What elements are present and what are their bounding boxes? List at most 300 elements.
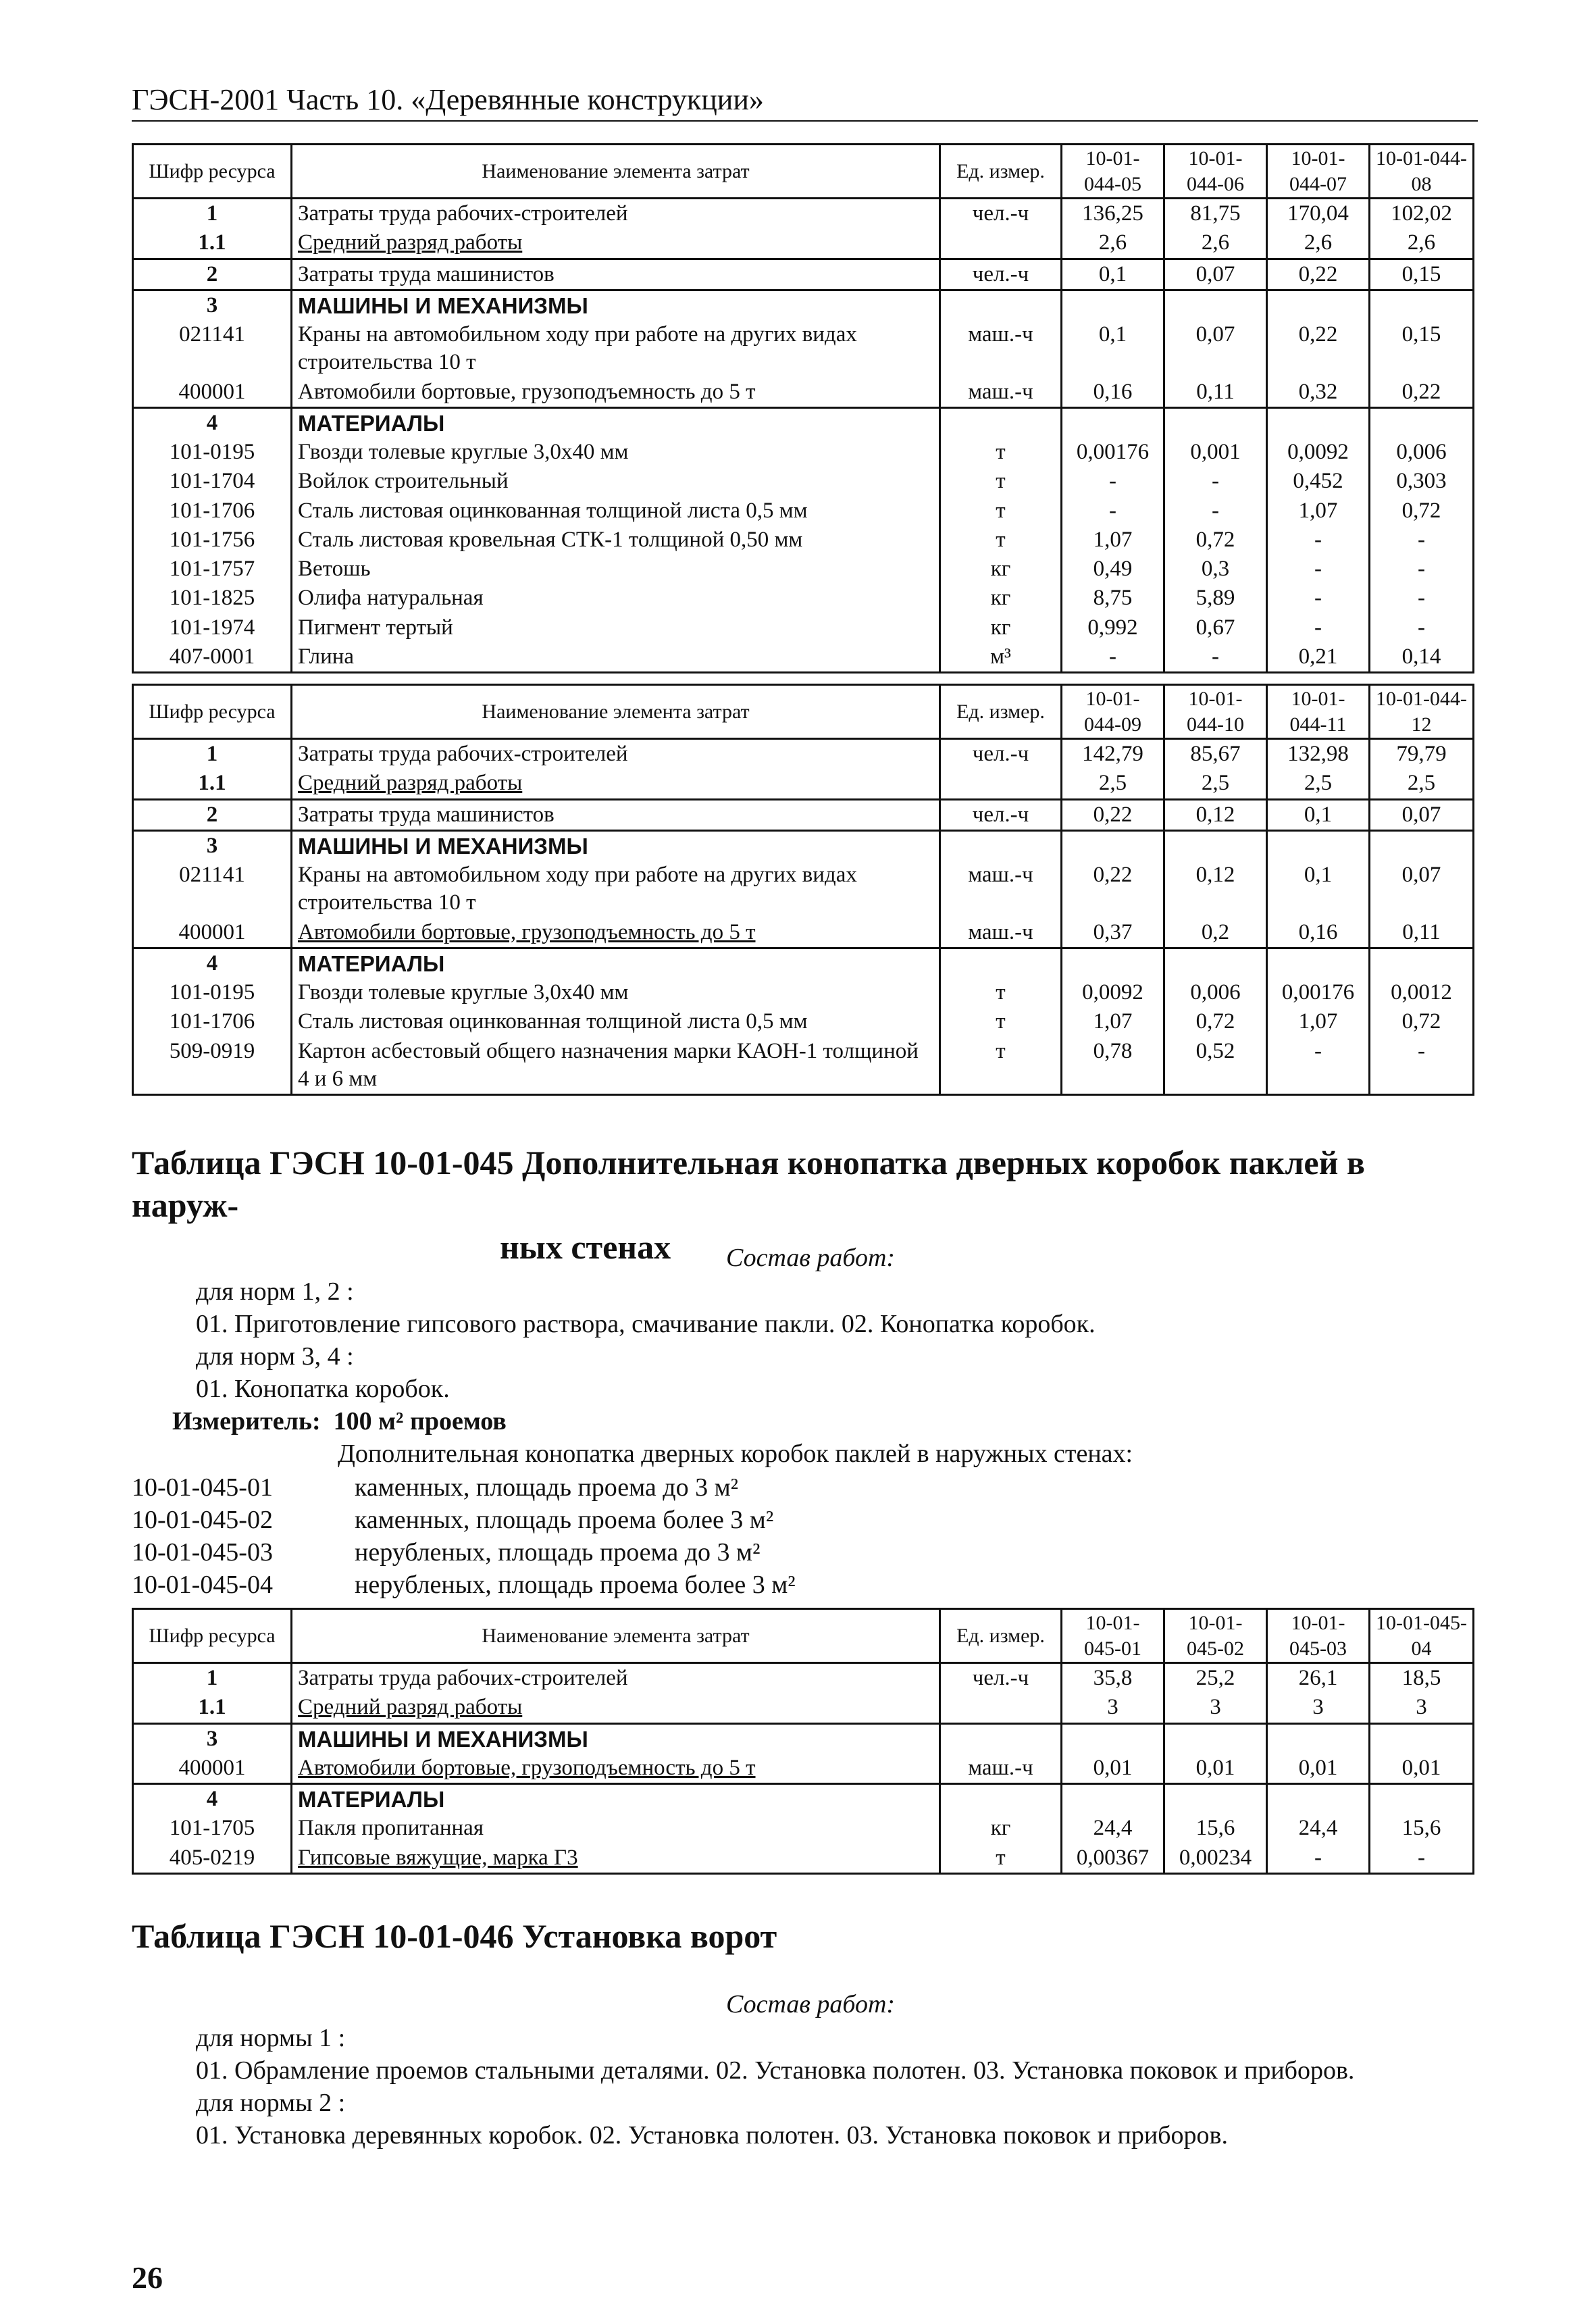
cell-value: 3 [1164,1693,1267,1723]
cell-value: 0,15 [1370,259,1474,290]
cell-code: 021141 [133,320,292,378]
cell-value [1062,407,1164,438]
cell-value: 0,2 [1164,918,1267,948]
cell-code: 101-1705 [133,1814,292,1843]
sostav-rabot-046: Состав работ: [726,1990,896,2018]
norm-code-text: каменных, площадь проема более 3 м² [355,1506,774,1534]
cell-name: Краны на автомобильном ходу при работе на других видах строительства 10 т [292,861,940,918]
cell-name: МАТЕРИАЛЫ [292,948,940,978]
cell-value: 0,00176 [1062,438,1164,467]
cell-unit: маш.-ч [940,918,1062,948]
table-row [133,290,1474,320]
cell-value: 0,14 [1370,642,1474,673]
column-header-code: Шифр ресурса [133,145,292,199]
cell-value: 0,07 [1370,861,1474,918]
table-row [133,407,1474,438]
cell-value: 0,12 [1164,799,1267,830]
cell-value: 0,00367 [1062,1844,1164,1874]
work-list-2: 01. Установка деревянных коробок. 02. Установка полотен. 03. Установка поковок и приборов. [196,2121,1228,2150]
cell-value [1370,830,1474,861]
cell-value [1164,948,1267,978]
cell-name: Сталь листовая оцинкованная толщиной листа 0,5 мм [292,1007,940,1036]
cell-value: 0,006 [1164,978,1267,1007]
cell-value: 0,07 [1370,799,1474,830]
cell-value: 0,16 [1062,378,1164,408]
norm-table-045 [132,1608,1474,1875]
cell-name: Гипсовые вяжущие, марка Г3 [292,1844,940,1874]
cell-value: 0,52 [1164,1037,1267,1095]
cell-unit [940,228,1062,259]
table-row [133,467,1474,496]
cell-value: 2,5 [1164,769,1267,799]
table-row [133,1814,1474,1843]
cell-name: МАТЕРИАЛЫ [292,1784,940,1814]
cell-value: 0,1 [1062,320,1164,378]
cell-value: - [1062,467,1164,496]
column-header-name: Наименование элемента затрат [292,685,940,739]
cell-value [1062,948,1164,978]
cell-value: 2,5 [1370,769,1474,799]
sostav-rabot-045: Состав работ: [726,1244,896,1272]
table-row [133,584,1474,613]
table-header-row [133,685,1474,739]
cell-value [1062,1723,1164,1754]
cell-name: Средний разряд работы [292,769,940,799]
cell-name: Затраты труда рабочих-строителей [292,739,940,769]
cell-value: 15,6 [1370,1814,1474,1843]
cell-unit: т [940,497,1062,526]
cell-value [1164,1784,1267,1814]
cell-code: 1.1 [133,769,292,799]
cell-value: 24,4 [1267,1814,1370,1843]
table-row [133,918,1474,948]
column-header-norm: 10-01-045-01 [1062,1609,1164,1663]
table-row [133,378,1474,408]
cell-value: 0,0092 [1062,978,1164,1007]
cell-name: Картон асбестовый общего назначения марки КАОН-1 толщиной 4 и 6 мм [292,1037,940,1095]
cell-name: МАШИНЫ И МЕХАНИЗМЫ [292,290,940,320]
cell-value [1267,1784,1370,1814]
cell-value: 26,1 [1267,1663,1370,1694]
table-row [133,1784,1474,1814]
table-row [133,1754,1474,1784]
cell-value [1164,290,1267,320]
cell-unit: кг [940,1814,1062,1843]
cell-value: 0,1 [1267,861,1370,918]
norm-group-3-4: для норм 3, 4 : [196,1342,354,1371]
cell-value: 0,22 [1267,320,1370,378]
norm-code-row [132,1471,796,1504]
cell-value: - [1267,1037,1370,1095]
cell-value: 2,5 [1267,769,1370,799]
column-header-norm: 10-01-045-02 [1164,1609,1267,1663]
table-row [133,1663,1474,1694]
cell-name: Сталь листовая кровельная СТК-1 толщиной 0,50 мм [292,526,940,555]
table-row [133,769,1474,799]
cell-value: 0,1 [1062,259,1164,290]
norm-code: 10-01-045-02 [132,1506,273,1534]
cell-value: 1,07 [1267,1007,1370,1036]
cell-code: 1 [133,1663,292,1694]
column-header-code: Шифр ресурса [133,685,292,739]
cell-value: 0,3 [1164,555,1267,584]
table-row [133,555,1474,584]
table-row [133,526,1474,555]
column-header-norm: 10-01-044-11 [1267,685,1370,739]
cell-name: Затраты труда машинистов [292,799,940,830]
cell-value: 0,72 [1370,497,1474,526]
cell-code: 101-1825 [133,584,292,613]
cell-value [1164,407,1267,438]
cell-value: - [1267,613,1370,642]
cell-code: 2 [133,259,292,290]
table-row [133,497,1474,526]
cell-value: 0,11 [1164,378,1267,408]
column-header-norm: 10-01-045-04 [1370,1609,1474,1663]
cell-value: 3 [1062,1693,1164,1723]
cell-value: - [1370,613,1474,642]
cell-code: 101-1706 [133,1007,292,1036]
cell-value: 0,001 [1164,438,1267,467]
table-row [133,613,1474,642]
cell-name: Затраты труда рабочих-строителей [292,199,940,229]
cell-value: 0,01 [1062,1754,1164,1784]
cell-value: 24,4 [1062,1814,1164,1843]
cell-unit: т [940,978,1062,1007]
cell-unit [940,1693,1062,1723]
cell-value [1267,948,1370,978]
cell-value: 35,8 [1062,1663,1164,1694]
cell-value: 81,75 [1164,199,1267,229]
cell-value: 0,22 [1062,861,1164,918]
cell-value: 15,6 [1164,1814,1267,1843]
cell-value [1370,1784,1474,1814]
cell-value [1370,290,1474,320]
cell-code: 4 [133,948,292,978]
work-list-3-4: 01. Конопатка коробок. [196,1375,450,1403]
cell-name: МАТЕРИАЛЫ [292,407,940,438]
column-header-norm: 10-01-044-12 [1370,685,1474,739]
cell-value [1062,830,1164,861]
table-row [133,948,1474,978]
cell-value: 0,01 [1370,1754,1474,1784]
cell-unit: чел.-ч [940,1663,1062,1694]
cell-unit: кг [940,555,1062,584]
cell-code: 400001 [133,1754,292,1784]
cell-unit: маш.-ч [940,378,1062,408]
cell-value [1370,948,1474,978]
running-header: ГЭСН-2001 Часть 10. «Деревянные конструкции» [132,83,764,116]
cell-code: 101-1706 [133,497,292,526]
norm-code-text: нерубленых, площадь проема до 3 м² [355,1538,761,1567]
cell-code: 101-1974 [133,613,292,642]
column-header-norm: 10-01-044-09 [1062,685,1164,739]
cell-name: Сталь листовая оцинкованная толщиной листа 0,5 мм [292,497,940,526]
cell-value [1164,830,1267,861]
work-list-1: 01. Обрамление проемов стальными деталями. 02. Установка полотен. 03. Установка поковок и приборов. [196,2056,1355,2085]
cell-value [1267,1723,1370,1754]
column-header-norm: 10-01-045-03 [1267,1609,1370,1663]
norm-code-row [132,1569,796,1601]
cell-value: - [1267,584,1370,613]
cell-value: - [1370,1844,1474,1874]
cell-value: - [1370,526,1474,555]
table-header-row [133,145,1474,199]
cell-code: 101-1757 [133,555,292,584]
cell-value: - [1164,467,1267,496]
column-header-unit: Ед. измер. [940,1609,1062,1663]
cell-value: 0,00176 [1267,978,1370,1007]
table-row [133,1723,1474,1754]
cell-code: 1 [133,739,292,769]
cell-code: 3 [133,290,292,320]
cell-value [1370,407,1474,438]
cell-name: Автомобили бортовые, грузоподъемность до 5 т [292,918,940,948]
work-list-1-2: 01. Приготовление гипсового раствора, смачивание пакли. 02. Конопатка коробок. [196,1310,1096,1338]
cell-value: 0,72 [1164,1007,1267,1036]
cell-unit: т [940,467,1062,496]
cell-name: Ветошь [292,555,940,584]
page-number: 26 [132,2260,163,2295]
cell-name: Затраты труда рабочих-строителей [292,1663,940,1694]
cell-unit: т [940,526,1062,555]
cell-unit: кг [940,613,1062,642]
cell-code: 4 [133,407,292,438]
cell-code: 1 [133,199,292,229]
cell-value: 0,992 [1062,613,1164,642]
cell-name: Пакля пропитанная [292,1814,940,1843]
table-row [133,830,1474,861]
cell-value: 0,303 [1370,467,1474,496]
cell-value: 0,16 [1267,918,1370,948]
cell-value: - [1164,497,1267,526]
table-row [133,1844,1474,1874]
cell-unit: маш.-ч [940,861,1062,918]
cell-value [1062,290,1164,320]
table-row [133,642,1474,673]
cell-unit: т [940,1037,1062,1095]
cell-value: 0,12 [1164,861,1267,918]
cell-value: 0,21 [1267,642,1370,673]
cell-unit: кг [940,584,1062,613]
norm-code-text: нерубленых, площадь проема более 3 м² [355,1571,796,1599]
cell-value: 1,07 [1062,526,1164,555]
cell-value: 1,07 [1062,1007,1164,1036]
cell-unit: чел.-ч [940,739,1062,769]
cell-unit: т [940,1844,1062,1874]
cell-value: 142,79 [1062,739,1164,769]
cell-unit: чел.-ч [940,259,1062,290]
table-row [133,739,1474,769]
cell-code: 101-1756 [133,526,292,555]
cell-value: 3 [1267,1693,1370,1723]
cell-value: 0,07 [1164,320,1267,378]
cell-code: 407-0001 [133,642,292,673]
table-row [133,199,1474,229]
cell-name: Пигмент тертый [292,613,940,642]
cell-unit: маш.-ч [940,320,1062,378]
cell-value: 2,6 [1370,228,1474,259]
norm-table-044-09-12 [132,684,1474,1096]
cell-value: 2,6 [1062,228,1164,259]
cell-value: - [1267,1844,1370,1874]
cell-name: Затраты труда машинистов [292,259,940,290]
norm-code: 10-01-045-03 [132,1538,273,1567]
cell-value: 0,32 [1267,378,1370,408]
cell-code: 101-1704 [133,467,292,496]
column-header-norm: 10-01-044-10 [1164,685,1267,739]
cell-value: 0,37 [1062,918,1164,948]
table-046-title: Таблица ГЭСН 10-01-046 Установка ворот [132,1917,777,1955]
cell-value [1370,1723,1474,1754]
cell-value [1267,407,1370,438]
cell-name: Средний разряд работы [292,228,940,259]
cell-code: 2 [133,799,292,830]
izmeritel: Измеритель: 100 м² проемов [172,1407,507,1435]
cell-code: 509-0919 [133,1037,292,1095]
cell-value: 0,72 [1370,1007,1474,1036]
cell-value: 2,6 [1164,228,1267,259]
cell-value: 0,006 [1370,438,1474,467]
cell-value: 2,6 [1267,228,1370,259]
cell-value: - [1370,584,1474,613]
table-header-row [133,1609,1474,1663]
cell-unit: т [940,1007,1062,1036]
cell-value: 102,02 [1370,199,1474,229]
cell-value: - [1267,526,1370,555]
cell-value [1267,830,1370,861]
cell-value: - [1370,555,1474,584]
cell-value: 0,15 [1370,320,1474,378]
cell-value: 8,75 [1062,584,1164,613]
cell-value: 0,22 [1267,259,1370,290]
column-header-unit: Ед. измер. [940,685,1062,739]
cell-value: 0,11 [1370,918,1474,948]
cell-value: 5,89 [1164,584,1267,613]
column-header-norm: 10-01-044-08 [1370,145,1474,199]
cell-value: 0,01 [1267,1754,1370,1784]
cell-unit [940,769,1062,799]
cell-name: МАШИНЫ И МЕХАНИЗМЫ [292,1723,940,1754]
cell-name: Гвозди толевые круглые 3,0х40 мм [292,438,940,467]
cell-value: 0,0092 [1267,438,1370,467]
cell-value: 0,67 [1164,613,1267,642]
table-row [133,978,1474,1007]
cell-unit: чел.-ч [940,799,1062,830]
cell-value: 170,04 [1267,199,1370,229]
cell-value: 0,00234 [1164,1844,1267,1874]
cell-unit: маш.-ч [940,1754,1062,1784]
cell-unit [940,948,1062,978]
cell-value: 136,25 [1062,199,1164,229]
norm-code-row [132,1536,796,1569]
cell-value [1062,1784,1164,1814]
norm-group-2: для нормы 2 : [196,2089,346,2117]
cell-value: 0,22 [1370,378,1474,408]
cell-value: 1,07 [1267,497,1370,526]
cell-value: 79,79 [1370,739,1474,769]
table-row [133,861,1474,918]
cell-code: 1.1 [133,228,292,259]
table-row [133,1693,1474,1723]
column-header-norm: 10-01-044-06 [1164,145,1267,199]
norm-group-1: для нормы 1 : [196,2024,346,2052]
table-row [133,320,1474,378]
cell-code: 1.1 [133,1693,292,1723]
cell-unit: м³ [940,642,1062,673]
cell-value: - [1370,1037,1474,1095]
cell-code: 101-0195 [133,438,292,467]
cell-value: 0,01 [1164,1754,1267,1784]
norm-code-text: каменных, площадь проема до 3 м² [355,1473,739,1502]
cell-code: 4 [133,1784,292,1814]
cell-value: - [1062,497,1164,526]
cell-name: Краны на автомобильном ходу при работе на других видах строительства 10 т [292,320,940,378]
cell-code: 405-0219 [133,1844,292,1874]
table-row [133,259,1474,290]
cell-unit [940,290,1062,320]
cell-code: 3 [133,1723,292,1754]
cell-value: 132,98 [1267,739,1370,769]
cell-value: 0,49 [1062,555,1164,584]
cell-value: - [1062,642,1164,673]
cell-unit: чел.-ч [940,199,1062,229]
cell-name: МАШИНЫ И МЕХАНИЗМЫ [292,830,940,861]
cell-name: Войлок строительный [292,467,940,496]
cell-value: 2,5 [1062,769,1164,799]
cell-value: 0,1 [1267,799,1370,830]
table-row [133,1037,1474,1095]
cell-value: 0,22 [1062,799,1164,830]
table-row [133,799,1474,830]
cell-value: 0,72 [1164,526,1267,555]
cell-unit [940,830,1062,861]
cell-unit [940,1784,1062,1814]
norm-table-044-05-08 [132,143,1474,673]
table-row [133,228,1474,259]
cell-value: 0,78 [1062,1037,1164,1095]
column-header-code: Шифр ресурса [133,1609,292,1663]
cell-value: 85,67 [1164,739,1267,769]
cell-code: 400001 [133,918,292,948]
cell-unit [940,1723,1062,1754]
cell-name: Автомобили бортовые, грузоподъемность до 5 т [292,378,940,408]
table-row [133,438,1474,467]
norm-group-1-2: для норм 1, 2 : [196,1277,354,1306]
column-header-name: Наименование элемента затрат [292,1609,940,1663]
cell-value: - [1267,555,1370,584]
cell-code: 400001 [133,378,292,408]
table-row [133,1007,1474,1036]
column-header-norm: 10-01-044-07 [1267,145,1370,199]
header-rule [132,120,1478,122]
cell-unit [940,407,1062,438]
cell-name: Олифа натуральная [292,584,940,613]
cell-value: 25,2 [1164,1663,1267,1694]
cell-value: - [1164,642,1267,673]
cell-code: 101-0195 [133,978,292,1007]
cell-unit: т [940,438,1062,467]
cell-value: 18,5 [1370,1663,1474,1694]
cell-name: Гвозди толевые круглые 3,0х40 мм [292,978,940,1007]
norm-code: 10-01-045-01 [132,1473,273,1502]
norm-codes-list [132,1471,796,1601]
cell-value: 0,0012 [1370,978,1474,1007]
cell-code: 3 [133,830,292,861]
column-header-unit: Ед. измер. [940,145,1062,199]
cell-code: 021141 [133,861,292,918]
cell-name: Автомобили бортовые, грузоподъемность до 5 т [292,1754,940,1784]
